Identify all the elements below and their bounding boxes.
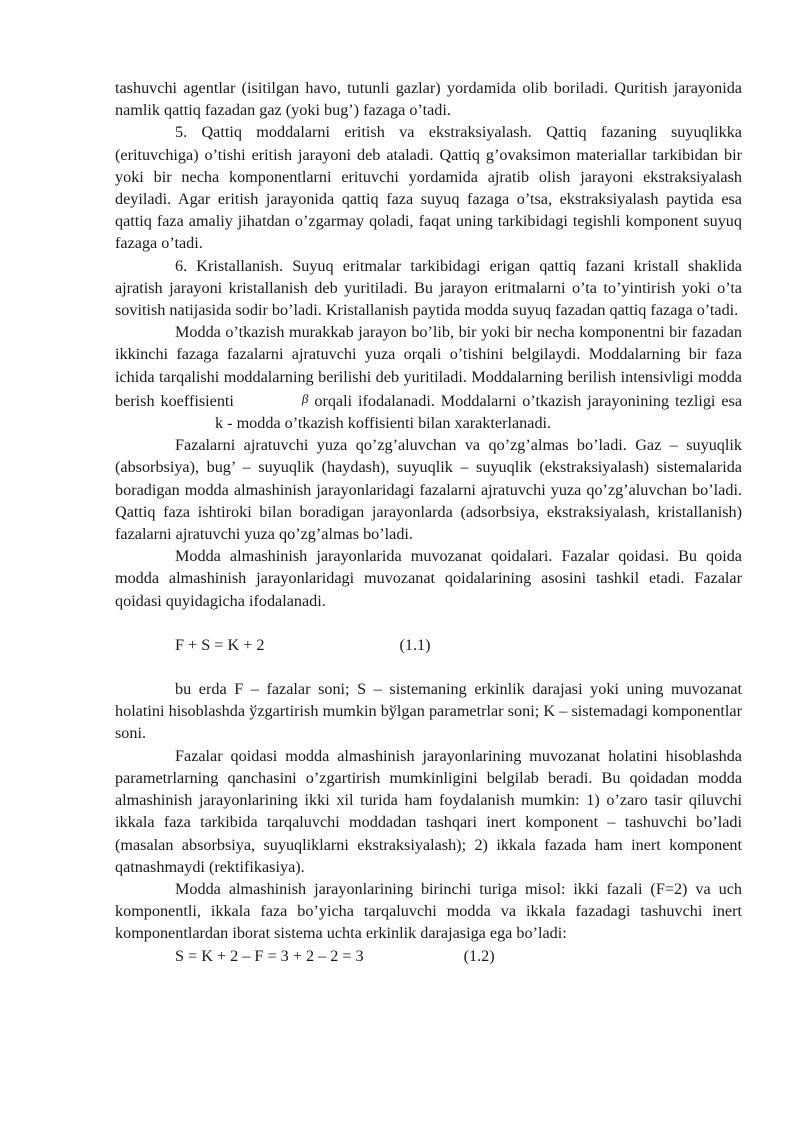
formula-1-2-expression: S = K + 2 – F = 3 + 2 – 2 = 3 bbox=[175, 946, 364, 965]
paragraph-phase-rule-usage: Fazalar qoidasi modda almashinish jarayonlarining muvozanat holatini hisoblashda parametrlarning qanchasini o’zgartirish mumkinligini belgilab beradi. Bu qoidadan modda almashinish jarayonlarining ikki xil turida ham foydalanish mumkin: 1) o’zaro tasir qiluvchi ikkala faza tarkibida tarqaluvchi moddadan tashqari inert komponent – tashuvchi bo’ladi (masalan absorbsiya, suyuqliklarni ekstraksiyalash); 2) ikkala fazada ham inert komponent qatnashmaydi (rektifikasiya). bbox=[115, 746, 742, 876]
paragraph-drying-end: tashuvchi agentlar (isitilgan havo, tutunli gazlar) yordamida olib boriladi. Quritish jarayonida namlik qattiq fazadan gaz (yoki bug’) fazaga o’tadi. bbox=[115, 79, 742, 120]
paragraph-interface-types: Fazalarni ajratuvchi yuza qo’zg’aluvchan va qo’zg’almas bo’ladi. Gaz – suyuqlik (absorbsiya), bug’ – suyuqlik (haydash), suyuqlik – suyuqlik (ekstraksiyalash) sistemalarida boradigan modda almashinish jarayonlaridagi fazalarni ajratuvchi yuza qo’zg’aluvchan bo’ladi. Qattiq faza ishtiroki bilan boradigan jarayonlarda (adsorbsiya, ekstraksiyalash, kristallanish) fazalarni ajratuvchi yuza qo’zg’almas bo’ladi. bbox=[115, 436, 742, 544]
spacer bbox=[115, 612, 742, 634]
paragraph-first-type-example: Modda almashinish jarayonlarining birinchi turiga misol: ikki fazali (F=2) va uch komponentli, ikkala faza bo’yicha tarqaluvchi modda va ikkala fazadagi tashuvchi inert komponentlardan iborat sistema uchta erkinlik darajasiga ega bo’ladi: bbox=[115, 879, 742, 943]
paragraph-dissolution-extraction: 5. Qattiq moddalarni eritish va ekstraksiyalash. Qattiq fazaning suyuqlikka (erituvchiga) o’tishi eritish jarayoni deb ataladi. Qattiq g’ovaksimon materiallar tarkibidan bir yoki bir necha komponentlarni erituvchi yordamida ajratib olish jarayoni ekstraksiyalash deyiladi. Agar eritish jarayonida qattiq faza suyuq fazaga o’tsa, ekstraksiyalash paytida esa qattiq faza amaliy jihatdan o’zgarmay qoladi, faqat uning tarkibidagi tegishli komponent suyuq fazaga o’tadi. bbox=[115, 123, 742, 253]
formula-1-2 bbox=[115, 945, 742, 967]
formula-1-1 bbox=[115, 634, 742, 656]
paragraph-mass-transfer bbox=[115, 321, 742, 434]
formula-1-1-expression: F + S = K + 2 bbox=[175, 635, 265, 654]
paragraph-crystallization: 6. Kristallanish. Suyuq eritmalar tarkibidagi erigan qattiq fazani kristall shaklida ajratish jarayoni kristallanish deb yuritiladi. Bu jarayon eritmalarni o’ta to’yintirish yoki o’ta sovitish natijasida sodir bo’ladi. Kristallanish paytida modda suyuq fazadan qattiq fazaga o’tadi. bbox=[115, 256, 742, 320]
mass-transfer-text-after: k - modda o’tkazish koffisienti bilan xarakterlanadi. bbox=[215, 414, 552, 433]
document-page bbox=[115, 77, 742, 967]
spacer bbox=[115, 656, 742, 678]
mass-transfer-text-before: Modda o’tkazish murakkab jarayon bo’lib, bir yoki bir necha komponentni bir fazadan ikkinchi fazaga fazalarni ajratuvchi yuza orqali o’tishini belgilaydi. Moddalarning bir faza ichida tarqalishi moddalarning berilishi deb yuritiladi. Moddalarning berilish intensivligi modda berish koeffisienti bbox=[115, 323, 742, 410]
paragraph-phase-rule-intro: Modda almashinish jarayonlarida muvozanat qoidalari. Fazalar qoidasi. Bu qoida modda almashinish jarayonlaridagi muvozanat qoidalarining asosini tashkil etadi. Fazalar qoidasi quyidagicha ifodalanadi. bbox=[115, 547, 742, 610]
formula-1-2-number: (1.2) bbox=[463, 946, 495, 965]
formula-1-1-number: (1.1) bbox=[399, 635, 431, 654]
paragraph-phase-rule-terms: bu erda F – fazalar soni; S – sistemaning erkinlik darajasi yoki uning muvozanat holatini hisoblashda ўzgartirish mumkin bўlgan parametrlar soni; K – sistemadagi komponentlar soni. bbox=[115, 680, 742, 743]
mass-transfer-text-middle: orqali ifodalanadi. Moddalarni o’tkazish jarayonining tezligi esa bbox=[314, 391, 743, 410]
beta-symbol: β bbox=[301, 390, 309, 406]
